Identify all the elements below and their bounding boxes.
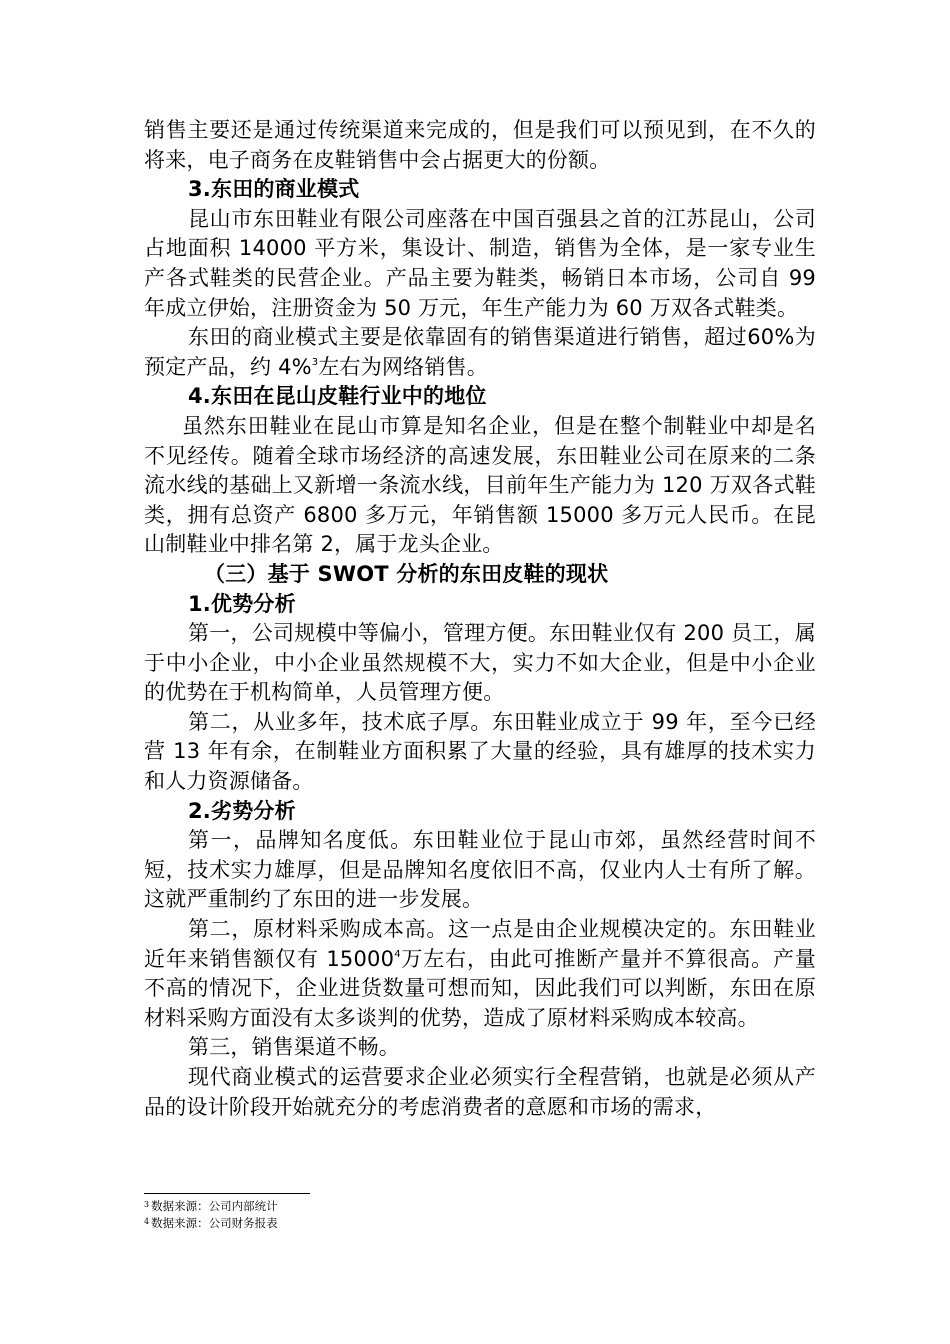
paragraph: 第一，品牌知名度低。东田鞋业位于昆山市郊，虽然经营时间不短，技术实力雄厚，但是品牌知名度依旧不高，仅业内人士有所了解。这就严重制约了东田的进一步发展。 <box>144 828 816 912</box>
paragraph: 第二，原材料采购成本高。这一点是由企业规模决定的。东田鞋业近年来销售额仅有 15000$^4$万左右，由此可推断产量并不算很高。产量不高的情况下，企业进货数量可想而知，因此我们可以判断，东田在原材料采购方面没有太多谈判的优势，造成了原材料采购成本较高。 <box>144 917 816 1030</box>
paragraph: 销售主要还是通过传统渠道来完成的，但是我们可以预见到，在不久的将来，电子商务在皮鞋销售中会占据更大的份额。 <box>144 118 816 172</box>
footnotes <box>144 1197 278 1231</box>
footnote-ref[interactable]: 3 <box>311 356 319 368</box>
footnote-ref[interactable]: 4 <box>394 948 401 960</box>
paragraph: 第三，销售渠道不畅。 <box>188 1035 400 1060</box>
section-heading: 2.劣势分析 <box>188 798 296 823</box>
paragraph: 虽然东田鞋业在昆山市算是知名企业，但是在整个制鞋业中却是名不见经传。随着全球市场经济的高速发展，东田鞋业公司在原来的二条流水线的基础上又新增一条流水线，目前年生产能力为 120 万双各式鞋类，拥有总资产 6800 多万元，年销售额 15000 多万元人民币。在昆山制鞋业中排名第 2，属于龙头企业。 <box>144 413 816 557</box>
paragraph: 东田的商业模式主要是依靠固有的销售渠道进行销售，超过60%为预定产品，约 4%$^3$左右为网络销售。 <box>144 325 816 379</box>
footnote: $^3$ 数据来源：公司内部统计 <box>144 1199 278 1213</box>
paragraph: 第一，公司规模中等偏小，管理方便。东田鞋业仅有 200 员工，属于中小企业，中小企业虽然规模不大，实力不如大企业，但是中小企业的优势在于机构简单，人员管理方便。 <box>144 621 816 705</box>
document-body <box>144 116 816 1122</box>
footnote-separator <box>144 1193 310 1194</box>
section-heading: 1.优势分析 <box>188 591 296 616</box>
paragraph: 昆山市东田鞋业有限公司座落在中国百强县之首的江苏昆山，公司占地面积 14000 平方米，集设计、制造，销售为全体，是一家专业生产各式鞋类的民营企业。产品主要为鞋类，畅销日本市场，公司自 99 年成立伊始，注册资金为 50 万元，年生产能力为 60 万双各式鞋类。 <box>144 206 816 320</box>
section-heading: 4.东田在昆山皮鞋行业中的地位 <box>188 384 487 409</box>
footnote: $^4$ 数据来源：公司财务报表 <box>144 1216 278 1230</box>
section-heading: 3.东田的商业模式 <box>188 177 360 202</box>
paragraph: 第二，从业多年，技术底子厚。东田鞋业成立于 99 年，至今已经营 13 年有余，在制鞋业方面积累了大量的经验，具有雄厚的技术实力和人力资源储备。 <box>144 709 816 794</box>
section-heading: （三）基于 SWOT 分析的东田皮鞋的现状 <box>204 561 609 586</box>
paragraph: 现代商业模式的运营要求企业必须实行全程营销，也就是必须从产品的设计阶段开始就充分的考虑消费者的意愿和市场的需求， <box>144 1065 816 1119</box>
